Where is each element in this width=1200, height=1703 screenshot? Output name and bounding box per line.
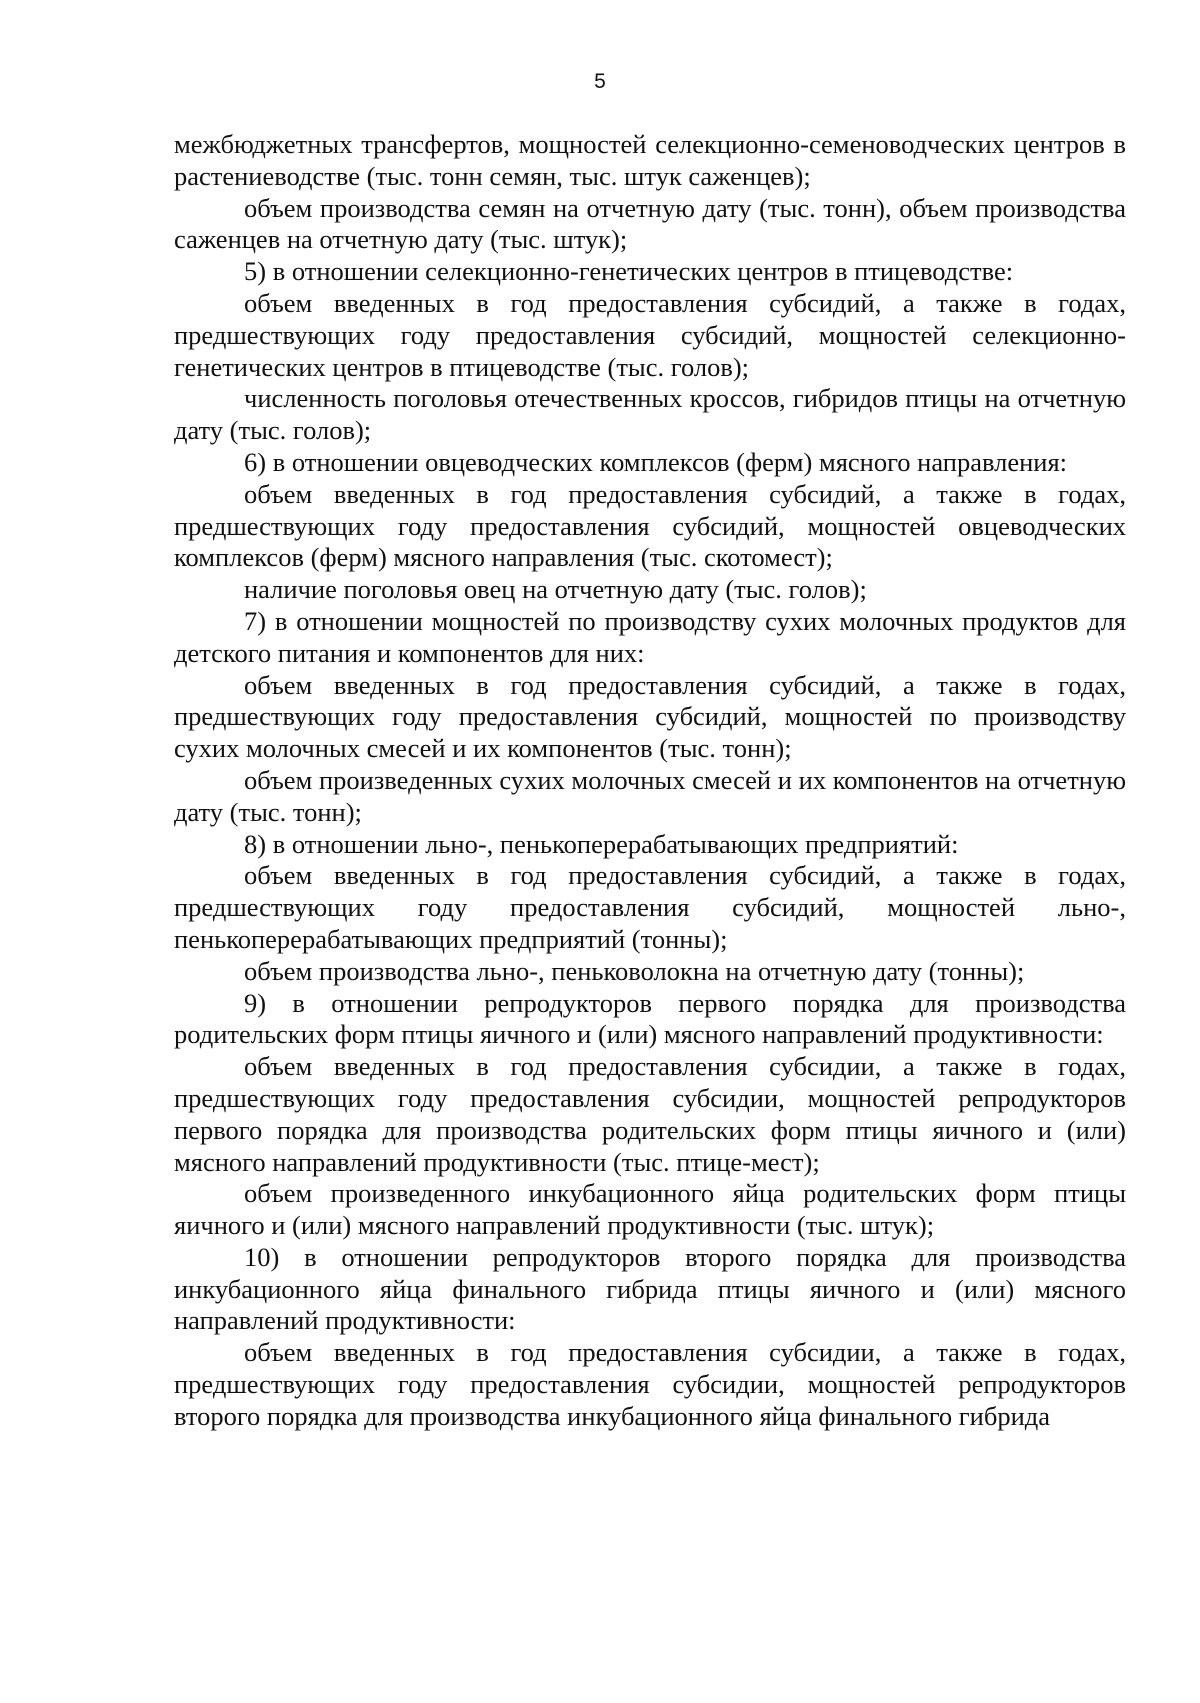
- paragraph: объем введенных в год предоставления субсидий, а также в годах, предшествующих году предоставления субсидий, мощностей овцеводческих комплексов (ферм) мясного направления (тыс. скотомест);: [174, 478, 1126, 573]
- paragraph: объем введенных в год предоставления субсидий, а также в годах, предшествующих году предоставления субсидий, мощностей по производству сухих молочных смесей и их компонентов (тыс. тонн);: [174, 669, 1126, 764]
- paragraph: численность поголовья отечественных кроссов, гибридов птицы на отчетную дату (тыс. голов);: [174, 383, 1126, 446]
- paragraph: объем произведенных сухих молочных смесей и их компонентов на отчетную дату (тыс. тонн);: [174, 764, 1126, 827]
- paragraph: объем производства льно-, пеньковолокна на отчетную дату (тонны);: [244, 955, 1025, 986]
- list-item-heading: 8) в отношении льно-, пенькоперерабатывающих предприятий:: [244, 828, 959, 859]
- paragraph: объем введенных в год предоставления субсидии, а также в годах, предшествующих году предоставления субсидии, мощностей репродукторов первого порядка для производства родительских форм птицы яичного и (или) мясного направлений продуктивности (тыс. птице-мест);: [174, 1051, 1126, 1177]
- paragraph: объем производства семян на отчетную дату (тыс. тонн), объем производства саженцев на отчетную дату (тыс. штук);: [174, 192, 1126, 255]
- list-item-heading: 7) в отношении мощностей по производству сухих молочных продуктов для детского питания и компонентов для них:: [174, 605, 1126, 668]
- paragraph: объем произведенного инкубационного яйца родительских форм птицы яичного и (или) мясного направлений продуктивности (тыс. штук);: [174, 1178, 1126, 1241]
- paragraph: межбюджетных трансфертов, мощностей селекционно-семеноводческих центров в растениеводстве (тыс. тонн семян, тыс. штук саженцев);: [174, 129, 1126, 191]
- paragraph: объем введенных в год предоставления субсидий, а также в годах, предшествующих году предоставления субсидий, мощностей льно-, пенькоперерабатывающих предприятий (тонны);: [174, 860, 1126, 954]
- list-item-heading: 6) в отношении овцеводческих комплексов (ферм) мясного направления:: [244, 446, 1068, 477]
- list-item-heading: 9) в отношении репродукторов первого порядка для производства родительских форм птицы яичного и (или) мясного направлений продуктивности:: [174, 987, 1126, 1050]
- list-item-heading: 10) в отношении репродукторов второго порядка для производства инкубационного яйца финального гибрида птицы яичного и (или) мясного направлений продуктивности:: [174, 1241, 1126, 1336]
- page-number: 5: [594, 70, 606, 93]
- paragraph: наличие поголовья овец на отчетную дату (тыс. голов);: [244, 574, 867, 605]
- paragraph: объем введенных в год предоставления субсидий, а также в годах, предшествующих году предоставления субсидий, мощностей селекционно-генетических центров в птицеводстве (тыс. голов);: [174, 287, 1126, 382]
- list-item-heading: 5) в отношении селекционно-генетических центров в птицеводстве:: [244, 256, 1014, 287]
- document-body: [174, 129, 1126, 1433]
- paragraph: объем введенных в год предоставления субсидии, а также в годах, предшествующих году предоставления субсидии, мощностей репродукторов второго порядка для производства инкубационного яйца финального гибрида: [174, 1337, 1126, 1431]
